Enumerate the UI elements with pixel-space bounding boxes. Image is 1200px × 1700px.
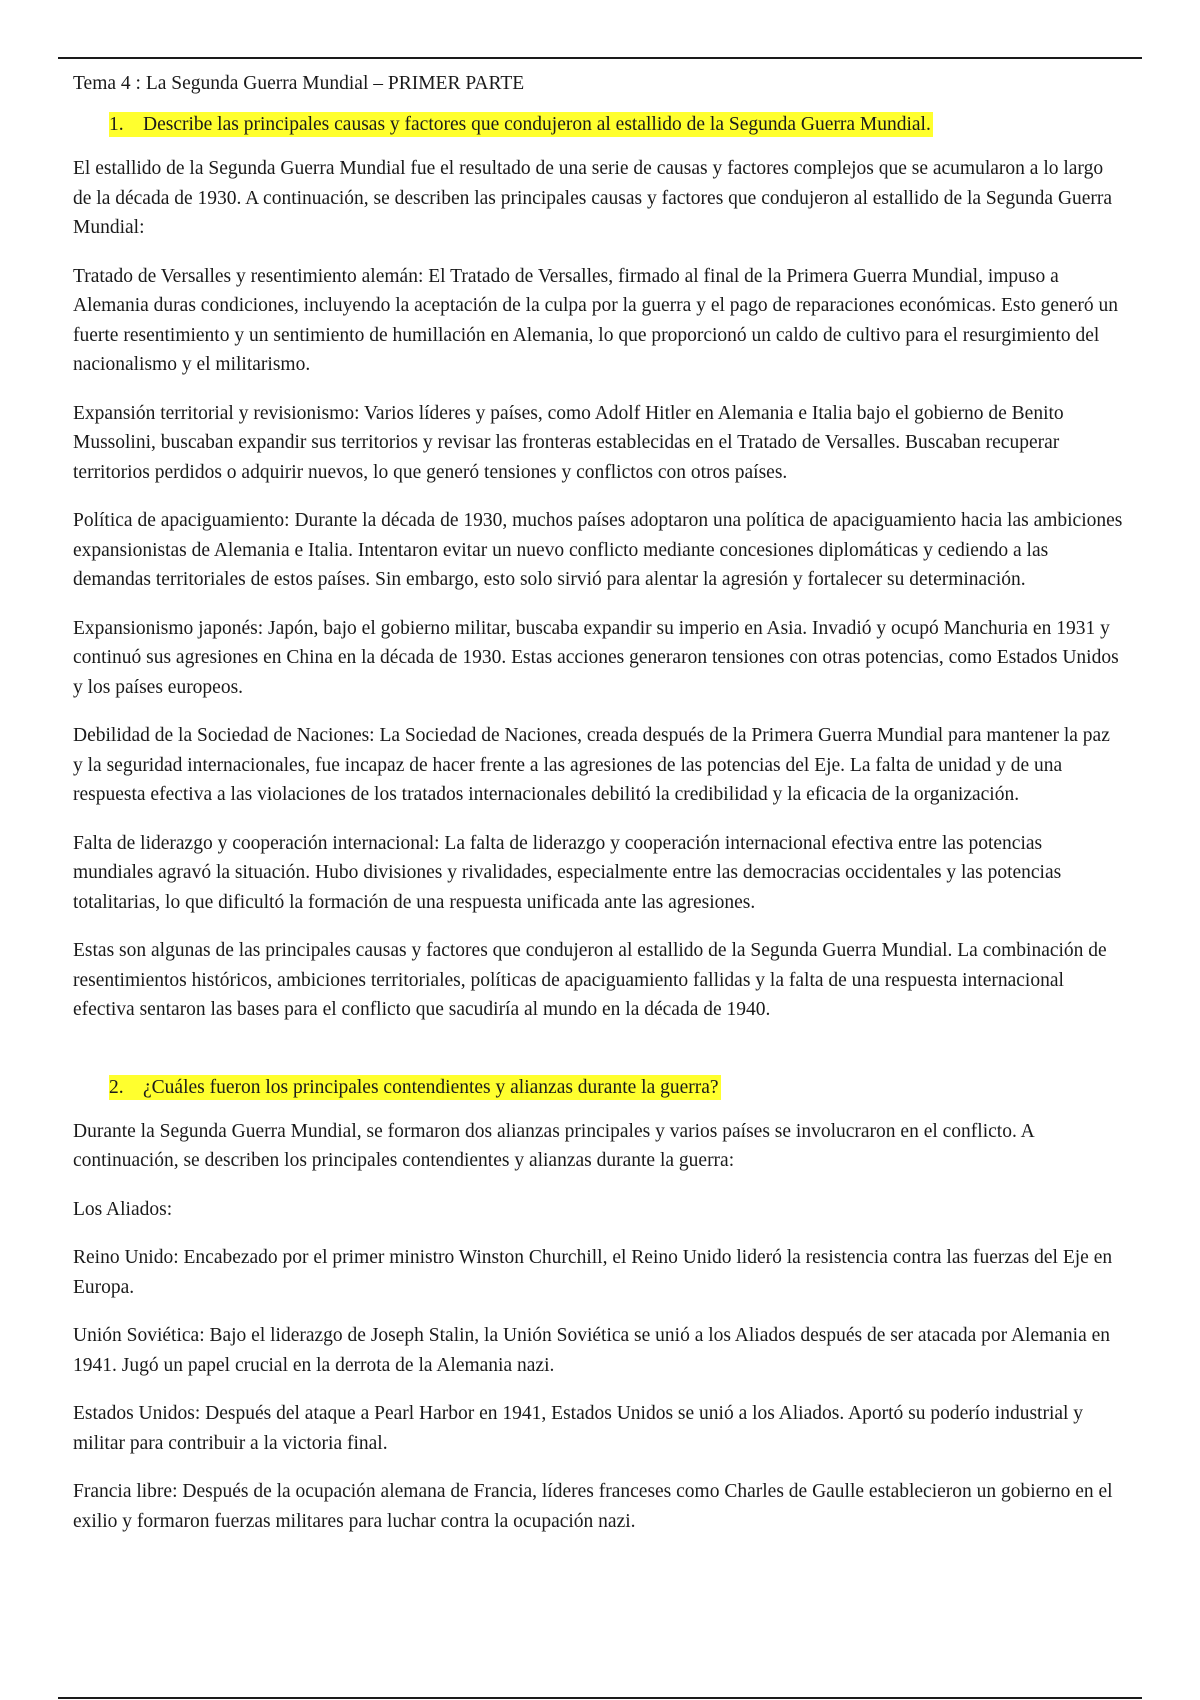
- answer-1-liderazgo: Falta de liderazgo y cooperación internacional: La falta de liderazgo y cooperación internacional efectiva entre las potencias mundiales agravó la situación. Hubo divisiones y rivalidades, especialmente entre las democracias occidentales y las potencias totalitarias, lo que dificultó la formación de una respuesta unificada ante las agresiones.: [73, 832, 1062, 913]
- question-2-number: 2.: [109, 1076, 124, 1098]
- answer-2-estados-unidos: Estados Unidos: Después del ataque a Pearl Harbor en 1941, Estados Unidos se unió a los Aliados. Aportó su poderío industrial y militar para contribuir a la victoria final.: [73, 1403, 1084, 1454]
- top-rule: [58, 57, 1142, 59]
- question-1-text: Describe las principales causas y factores que condujeron al estallido de la Segunda Guerra Mundial.: [143, 114, 931, 135]
- answer-1-intro: El estallido de la Segunda Guerra Mundial fue el resultado de una serie de causas y factores complejos que se acumularon a lo largo de la década de 1930. A continuación, se describen las principales causas y factores que condujeron al estallido de la Segunda Guerra Mundial:: [73, 158, 1113, 238]
- question-1: [73, 111, 1123, 138]
- document-title: Tema 4 : La Segunda Guerra Mundial – PRIMER PARTE: [73, 73, 525, 94]
- answer-1-conclusion: Estas son algunas de las principales causas y factores que condujeron al estallido de la Segunda Guerra Mundial. La combinación de resentimientos históricos, ambiciones territoriales, políticas de apaciguamiento fallidas y la falta de una respuesta internacional efectiva sentaron las bases para el conflicto que sacudiría al mundo en la década de 1940.: [73, 940, 1107, 1020]
- question-1-number: 1.: [109, 114, 124, 135]
- answer-1-apaciguamiento: Política de apaciguamiento: Durante la década de 1930, muchos países adoptaron una política de apaciguamiento hacia las ambiciones expansionistas de Alemania e Italia. Intentaron evitar un nuevo conflicto mediante concesiones diplomáticas y cediendo a las demandas territoriales de estos países. Sin embargo, esto solo sirvió para alentar la agresión y fortalecer su determinación.: [73, 510, 1123, 590]
- answer-2-intro: Durante la Segunda Guerra Mundial, se formaron dos alianzas principales y varios países se involucraron en el conflicto. A continuación, se describen los principales contendientes y alianzas durante la guerra:: [73, 1120, 1034, 1171]
- answer-2-aliados-heading: Los Aliados:: [73, 1198, 173, 1220]
- answer-1-expansion: Expansión territorial y revisionismo: Varios líderes y países, como Adolf Hitler en Alemania e Italia bajo el gobierno de Benito Mussolini, buscaban expandir sus territorios y revisar las fronteras establecidas en el Tratado de Versalles. Buscaban recuperar territorios perdidos o adquirir nuevos, lo que generó tensiones y conflictos con otros países.: [73, 402, 1064, 483]
- question-1-highlight: [109, 112, 933, 137]
- answer-2-francia-libre: Francia libre: Después de la ocupación alemana de Francia, líderes franceses como Charles de Gaulle establecieron un gobierno en el exilio y formaron fuerzas militares para luchar contra la ocupación nazi.: [73, 1481, 1113, 1532]
- question-2: [73, 1074, 1123, 1101]
- answer-1-versalles: Tratado de Versalles y resentimiento alemán: El Tratado de Versalles, firmado al final de la Primera Guerra Mundial, impuso a Alemania duras condiciones, incluyendo la aceptación de la culpa por la guerra y el pago de reparaciones económicas. Esto generó un fuerte resentimiento y un sentimiento de humillación en Alemania, lo que proporcionó un caldo de cultivo para el resurgimiento del nacionalismo y el militarismo.: [73, 265, 1118, 375]
- question-2-highlight: [109, 1075, 721, 1100]
- section-spacer: [73, 1044, 1123, 1074]
- bottom-rule: [58, 1697, 1142, 1699]
- answer-1-japon: Expansionismo japonés: Japón, bajo el gobierno militar, buscaba expandir su imperio en Asia. Invadió y ocupó Manchuria en 1931 y continuó sus agresiones en China en la década de 1930. Estas acciones generaron tensiones con otras potencias, como Estados Unidos y los países europeos.: [73, 617, 1119, 698]
- answer-2-reino-unido: Reino Unido: Encabezado por el primer ministro Winston Churchill, el Reino Unido lideró la resistencia contra las fuerzas del Eje en Europa.: [73, 1247, 1113, 1298]
- document-body: [73, 70, 1123, 1555]
- answer-2-union-sovietica: Unión Soviética: Bajo el liderazgo de Joseph Stalin, la Unión Soviética se unió a los Aliados después de ser atacada por Alemania en 1941. Jugó un papel crucial en la derrota de la Alemania nazi.: [73, 1325, 1111, 1376]
- answer-1-sociedad-naciones: Debilidad de la Sociedad de Naciones: La Sociedad de Naciones, creada después de la Primera Guerra Mundial para mantener la paz y la seguridad internacionales, fue incapaz de hacer frente a las agresiones de las potencias del Eje. La falta de unidad y de una respuesta efectiva a las violaciones de los tratados internacionales debilitó la credibilidad y la eficacia de la organización.: [73, 725, 1110, 805]
- question-2-text: ¿Cuáles fueron los principales contendientes y alianzas durante la guerra?: [143, 1076, 719, 1098]
